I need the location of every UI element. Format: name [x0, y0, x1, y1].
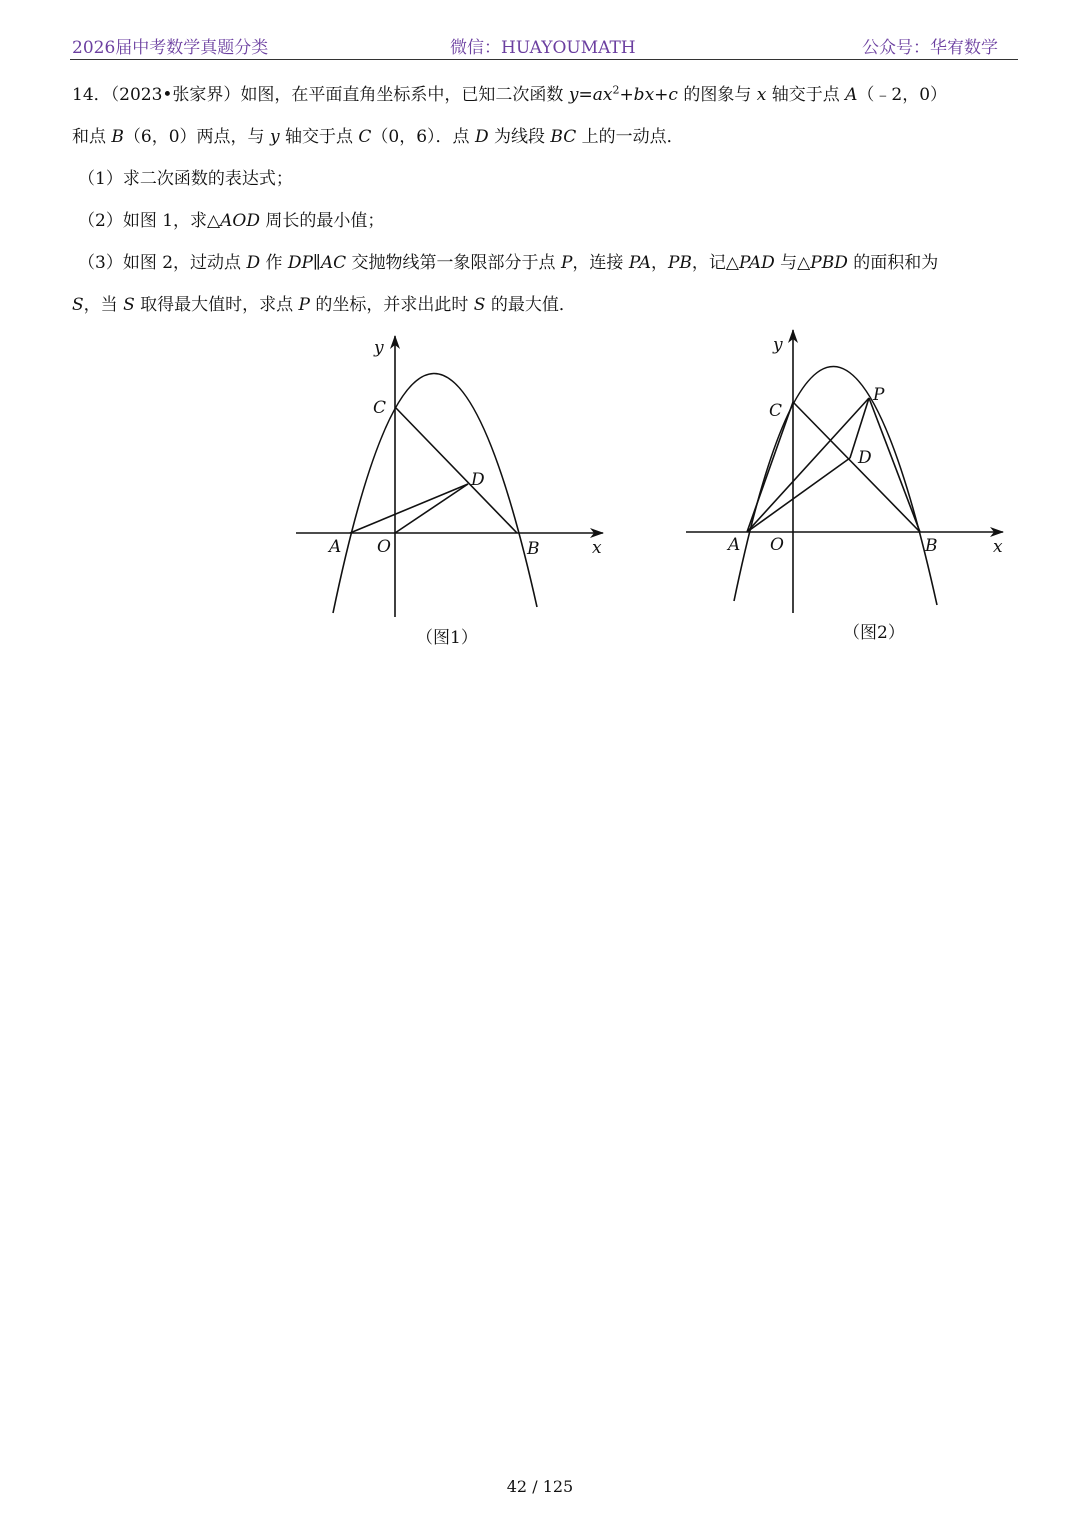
fig2-label-A: A [728, 535, 741, 555]
fig1-label-O: O [377, 537, 391, 557]
header-series-title: 2026届中考数学真题分类 [72, 38, 269, 58]
fig1-label-C: C [373, 398, 387, 418]
text: 与△ [774, 253, 811, 273]
math-var: PB [667, 253, 692, 273]
text: 上的一动点． [576, 127, 684, 147]
text: ．点 [435, 127, 475, 147]
math-var: D [474, 127, 489, 147]
math-var: y [269, 127, 280, 147]
math-var: BC [550, 127, 577, 147]
math-var: P [298, 295, 310, 315]
text: 轴交于点 [279, 127, 359, 147]
math-var: S [473, 295, 486, 315]
question-1: （1）求二次函数的表达式； [78, 169, 293, 189]
problem-number: 14． [72, 85, 111, 105]
figure-1 [296, 336, 603, 617]
coordinate: （0，6） [371, 127, 436, 147]
math-var: AC [320, 253, 347, 273]
math-var: DP [287, 253, 313, 273]
formula-var: +bx+c [619, 85, 678, 105]
text: 周长的最小值； [259, 211, 385, 231]
text: 轴交于点 [766, 85, 846, 105]
figure-2 [686, 330, 1003, 613]
formula-var: y [568, 85, 579, 105]
fig1-label-A: A [329, 537, 342, 557]
figures-canvas [0, 0, 1080, 680]
fig1-segment-OD [395, 484, 468, 533]
fig2-label-B: B [925, 536, 938, 556]
fig1-label-B: B [527, 539, 540, 559]
coordinate: （6，0） [123, 127, 197, 147]
fig2-segment-AC [747, 402, 793, 532]
page-footer [0, 1477, 1080, 1496]
fig2-segment-PB [869, 398, 920, 532]
math-var: PAD [738, 253, 775, 273]
text: （3）如图 2，过动点 [78, 253, 247, 273]
math-var: S [72, 295, 84, 315]
text: 取得最大值时，求点 [134, 295, 299, 315]
fig2-caption: （图2） [843, 623, 905, 643]
text: 为线段 [488, 127, 551, 147]
math-var: D [246, 253, 261, 273]
header-wechat-id: 微信：HUAYOUMATH [450, 38, 636, 58]
math-var: AOD [220, 211, 260, 231]
math-var: P [560, 253, 573, 273]
text: ，当 [83, 295, 124, 315]
text: 作 [260, 253, 288, 273]
coordinate: （﹣2，0） [857, 85, 948, 105]
problem-source: （2023•张家界） [110, 85, 241, 105]
math-var: S [123, 295, 135, 315]
text: 交抛物线第一象限部分于点 [346, 253, 561, 273]
text: 的最大值． [485, 295, 576, 315]
text: 的图象与 [677, 85, 757, 105]
fig1-parabola [333, 373, 537, 613]
math-var: x [756, 85, 767, 105]
formula-var: ax [592, 85, 613, 105]
parallel-symbol: ∥ [312, 253, 321, 273]
fig2-label-D: D [858, 448, 872, 468]
total-pages: 125 [542, 1477, 574, 1496]
header-account-name: 公众号：华宥数学 [862, 38, 998, 58]
fig1-label-D: D [471, 470, 485, 490]
fig2-parabola [734, 366, 937, 605]
fig1-label-y: y [374, 338, 384, 358]
math-var: B [111, 127, 124, 147]
math-var: PA [628, 253, 651, 273]
text: 和点 [72, 127, 112, 147]
current-page: 42 [506, 1477, 528, 1496]
text: ， [650, 253, 668, 273]
formula-exponent: 2 [612, 83, 620, 97]
text: 的坐标，并求出此时 [309, 295, 474, 315]
fig2-segment-AD [747, 458, 850, 532]
text: 的面积和为 [847, 253, 939, 273]
text: ，连接 [572, 253, 629, 273]
fig1-segment-CB [395, 407, 517, 533]
fig2-label-x: x [993, 537, 1003, 557]
page-separator: / [532, 1477, 538, 1496]
text: 如图，在平面直角坐标系中，已知二次函数 [240, 85, 569, 105]
fig1-segment-AD [350, 484, 468, 533]
text: （2）如图 1，求△ [78, 211, 221, 231]
math-var: C [358, 127, 372, 147]
fig2-label-y: y [773, 335, 783, 355]
fig1-caption: （图1） [416, 628, 478, 648]
fig2-label-P: P [873, 385, 885, 405]
text: 两点，与 [196, 127, 270, 147]
text: ，记△ [691, 253, 739, 273]
math-var: PBD [810, 253, 848, 273]
fig2-label-C: C [769, 401, 783, 421]
math-var: A [845, 85, 858, 105]
fig1-label-x: x [592, 538, 602, 558]
fig2-label-O: O [770, 535, 784, 555]
formula-eq: = [578, 85, 593, 105]
